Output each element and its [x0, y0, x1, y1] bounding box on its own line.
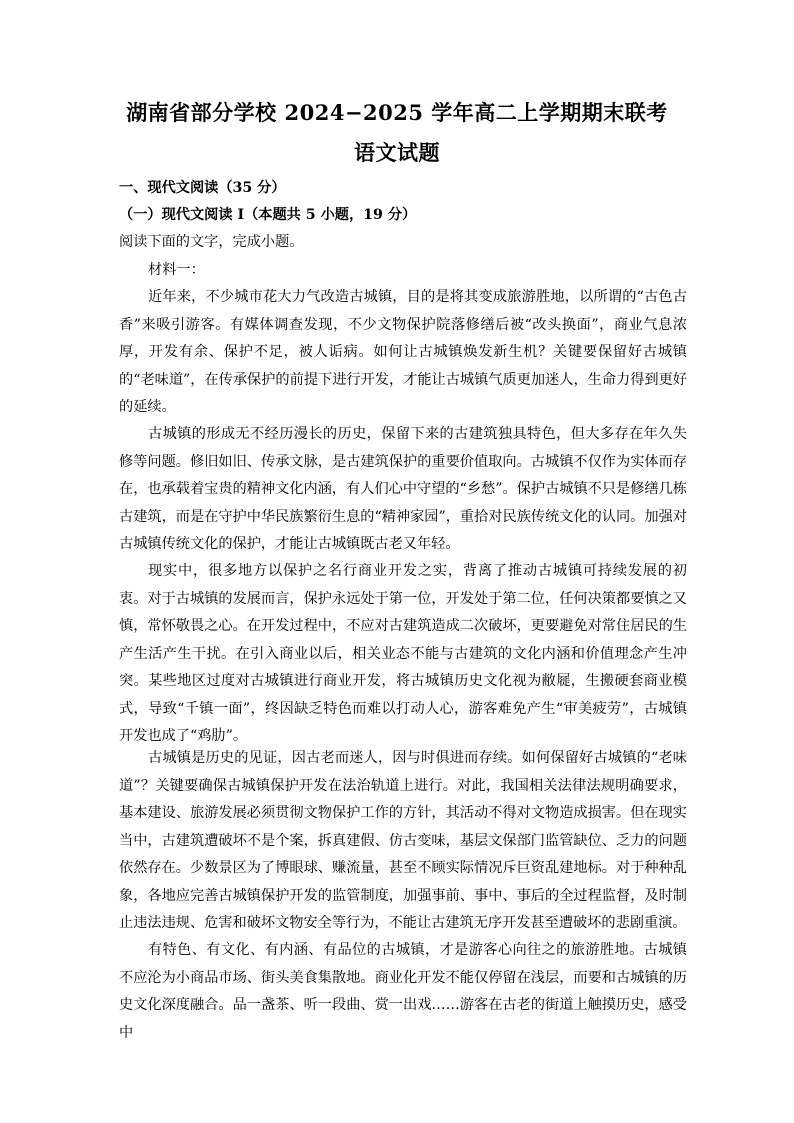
- instruction-text: 阅读下面的文字，完成小题。: [119, 234, 304, 250]
- paragraph-5: 有特色、有文化、有内涵、有品位的古城镇，才是游客心向往之的旅游胜地。古城镇不应沦为小商品市场、街头美食集散地。商业化开发不能仅停留在浅层，而要和古城镇的历史文化深度融合。品一盏茶、听一段曲、赏一出戏……游客在古老的街道上触摸历史，感受中: [119, 942, 687, 1041]
- material-label: 材料一：: [148, 262, 205, 278]
- section-heading: 一、现代文阅读（35 分）: [119, 180, 286, 196]
- paragraph-3: 现实中，很多地方以保护之名行商业开发之实，背离了推动古城镇可持续发展的初衷。对于古城镇的发展而言，保护永远处于第一位，开发处于第二位，任何决策都要慎之又慎，常怀敬畏之心。在开发过程中，不应对古建筑造成二次破坏，更要避免对常住居民的生产生活产生干扰。在引入商业以后，相关业态不能与古建筑的文化内涵和价值理念产生冲突。某些地区过度对古城镇进行商业开发，将古城镇历史文化视为敝屣，生搬硬套商业模式，导致“千镇一面”，终因缺乏特色而难以打动人心，游客难免产生“审美疲劳”，古城镇开发也成了“鸡肋”。: [119, 563, 687, 744]
- paragraph-4: 古城镇是历史的见证，因古老而迷人，因与时俱进而存续。如何保留好古城镇的“老味道”？关键要确保古城镇保护开发在法治轨道上进行。对此，我国相关法律法规明确要求，基本建设、旅游发展必须贯彻文物保护工作的方针，其活动不得对文物造成损害。但在现实当中，古建筑遭破坏不是个案，拆真建假、仿古变味，基层文保部门监管缺位、乏力的问题依然存在。少数景区为了博眼球、赚流量，甚至不顾实际情况斥巨资乱建地标。对于种种乱象，各地应完善古城镇保护开发的监管制度，加强事前、事中、事后的全过程监督，及时制止违法违规、危害和破坏文物安全等行为，不能让古建筑无序开发甚至遭破坏的悲剧重演。: [119, 750, 687, 931]
- subsection-heading: （一）现代文阅读 I（本题共 5 小题，19 分）: [119, 207, 417, 223]
- exam-subtitle: 语文试题: [354, 140, 440, 165]
- paragraph-1: 近年来，不少城市花大力气改造古城镇，目的是将其变成旅游胜地，以所谓的“古色古香”来吸引游客。有媒体调查发现，不少文物保护院落修缮后被“改头换面”，商业气息浓厚，开发有余、保护不足，被人诟病。如何让古城镇焕发新生机？关键要保留好古城镇的“老味道”，在传承保护的前提下进行开发，才能让古城镇气质更加迷人，生命力得到更好的延续。: [119, 289, 687, 415]
- exam-title: 湖南省部分学校 2024−2025 学年高二上学期期末联考: [126, 100, 668, 125]
- paragraph-2: 古城镇的形成无不经历漫长的历史，保留下来的古建筑独具特色，但大多存在年久失修等问题。修旧如旧、传承文脉，是古建筑保护的重要价值取向。古城镇不仅作为实体而存在，也承载着宝贵的精神文化内涵，有人们心中守望的“乡愁”。保护古城镇不只是修缮几栋古建筑，而是在守护中华民族繁衍生息的“精神家园”，重拾对民族传统文化的认同。加强对古城镇传统文化的保护，才能让古城镇既古老又年轻。: [119, 426, 687, 552]
